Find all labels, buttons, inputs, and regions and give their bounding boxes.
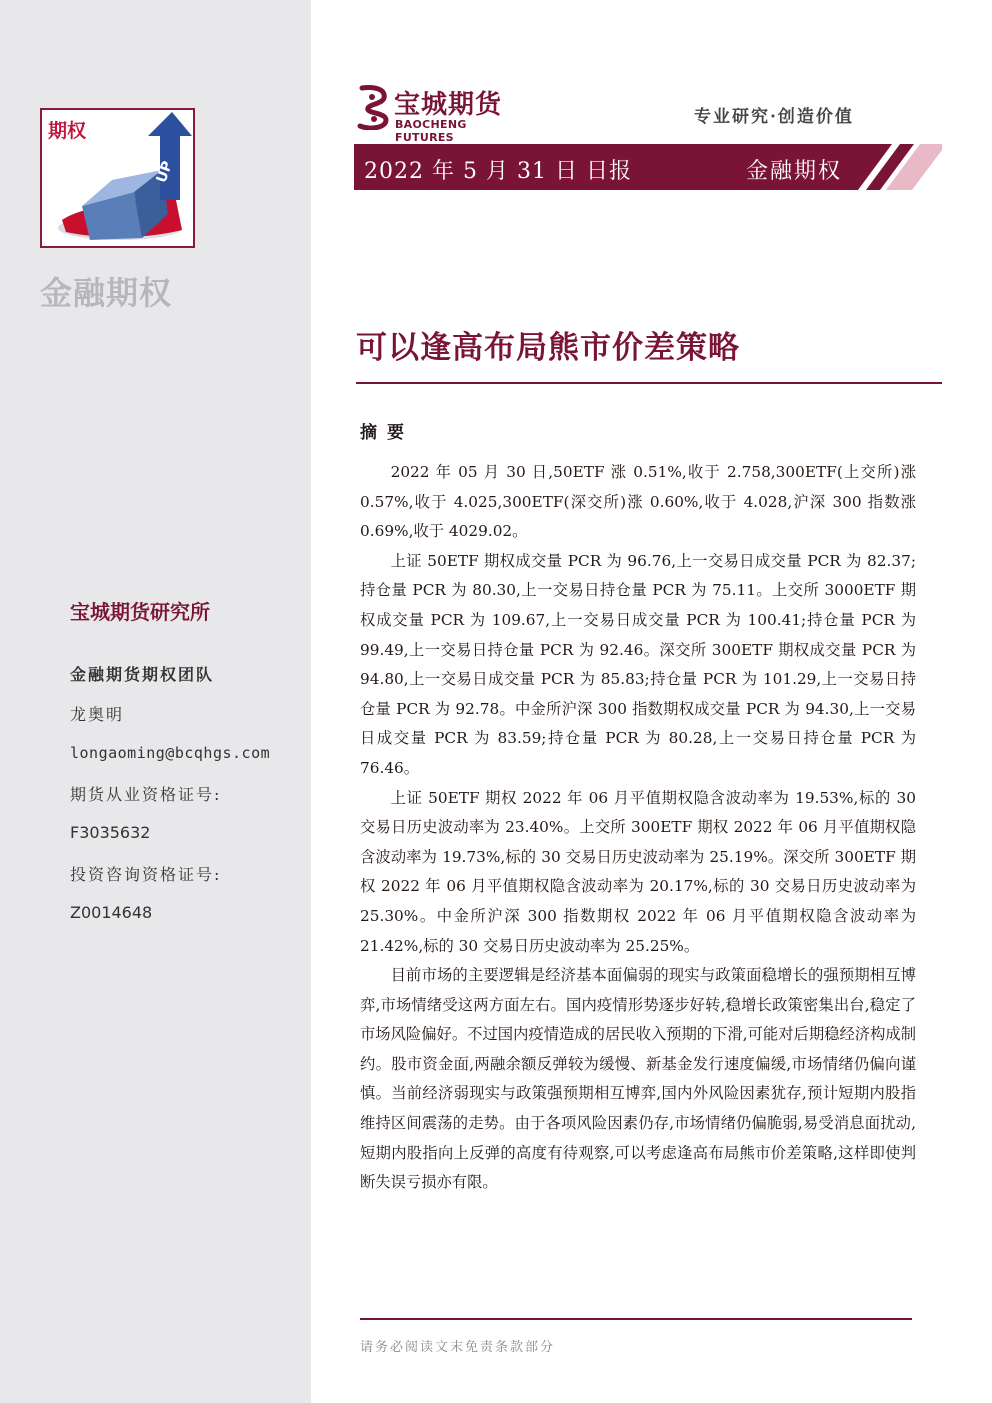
abstract-paragraph: 2022 年 05 月 30 日,50ETF 涨 0.51%,收于 2.758,300ETF(上交所)涨 0.57%,收于 4.025,300ETF(深交所)涨 0.60%,收于 4.028,沪深 300 指数涨 0.69%,收于 4029.02。: [360, 463, 916, 541]
abstract-body: [360, 458, 916, 1198]
consult-label: 投资咨询资格证号:: [70, 865, 222, 884]
title-divider: [356, 382, 942, 384]
analyst-name: 龙奥明: [70, 705, 125, 724]
report-date: 2022 年 5 月 31 日 日报: [364, 159, 632, 184]
sidebar: [0, 0, 311, 1403]
report-title: 可以逢高布局熊市价差策略: [356, 330, 740, 366]
sidebar-category: 金融期权: [40, 274, 173, 312]
logo-text-cn: 宝城期货: [394, 90, 503, 120]
logo-text-en: BAOCHENG FUTURES: [395, 118, 467, 144]
abstract-paragraph: 上证 50ETF 期权 2022 年 06 月平值期权隐含波动率为 19.53%,标的 30 交易日历史波动率为 23.40%。上交所 300ETF 期权 2022 年 06 月平值期权隐含波动率为 19.73%,标的 30 交易日历史波动率为 25.19%。深交所 300ETF 期权 2022 年 06 月平值期权隐含波动率为 20.17%,标的 30 交易日历史波动率为 25.30%。中金所沪深 300 指数期权 2022 年 06 月平值期权隐含波动率为 21.42%,标的 30 交易日历史波动率为 25.25%。: [360, 788, 916, 955]
abstract-paragraph: 上证 50ETF 期权成交量 PCR 为 96.76,上一交易日成交量 PCR 为 82.37;持仓量 PCR 为 80.30,上一交易日持仓量 PCR 为 75.11。上交所 3000ETF 期权成交量 PCR 为 109.67,上一交易日成交量 PCR 为 100.41;持仓量 PCR 为 99.49,上一交易日持仓量 PCR 为 92.46。深交所 300ETF 期权成交量 PCR 为 94.80,上一交易日成交量 PCR 为 85.83;持仓量 PCR 为 101.29,上一交易日持仓量 PCR 为 92.78。中金所沪深 300 指数期权成交量 PCR 为 94.30,上一交易日成交量 PCR 为 83.59;持仓量 PCR 为 80.28,上一交易日持仓量 PCR 为 76.46。: [360, 551, 916, 777]
team-name: 金融期货期权团队: [70, 665, 215, 684]
disclaimer-note: 请务必阅读文末免责条款部分: [360, 1340, 556, 1355]
company-logo: [356, 84, 526, 144]
logo-mark-icon: [356, 84, 392, 130]
license-label: 期货从业资格证号:: [70, 785, 222, 804]
analyst-email[interactable]: longaoming@bcqhgs.com: [70, 744, 271, 762]
abstract-paragraph: 目前市场的主要逻辑是经济基本面偏弱的现实与政策面稳增长的强预期相互博弈,市场情绪受这两方面左右。国内疫情形势逐步好转,稳增长政策密集出台,稳定了市场风险偏好。不过国内疫情造成的居民收入预期的下滑,可能对后期稳经济构成制约。股市资金面,两融余额反弹较为缓慢、新基金发行速度偏缓,市场情绪仍偏向谨慎。当前经济弱现实与政策强预期相互博弈,国内外风险因素犹存,预计短期内股指维持区间震荡的走势。由于各项风险因素仍存,市场情绪仍偏脆弱,易受消息面扰动,短期内股指向上反弹的高度有待观察,可以考虑逢高布局熊市价差策略,这样即使判断失误亏损亦有限。: [360, 966, 916, 1192]
abstract-heading: 摘要: [360, 423, 414, 443]
cover-tag: 期权: [48, 120, 87, 142]
consult-number: Z0014648: [70, 903, 153, 922]
footer-divider: [360, 1318, 912, 1320]
report-banner: [354, 144, 942, 190]
report-category: 金融期权: [746, 159, 843, 184]
arrow-label: UP: [153, 159, 177, 185]
slogan: 专业研究·创造价值: [694, 107, 854, 127]
institute-name: 宝城期货研究所: [70, 600, 210, 624]
options-cover-icon: [40, 108, 195, 248]
license-number: F3035632: [70, 823, 151, 842]
